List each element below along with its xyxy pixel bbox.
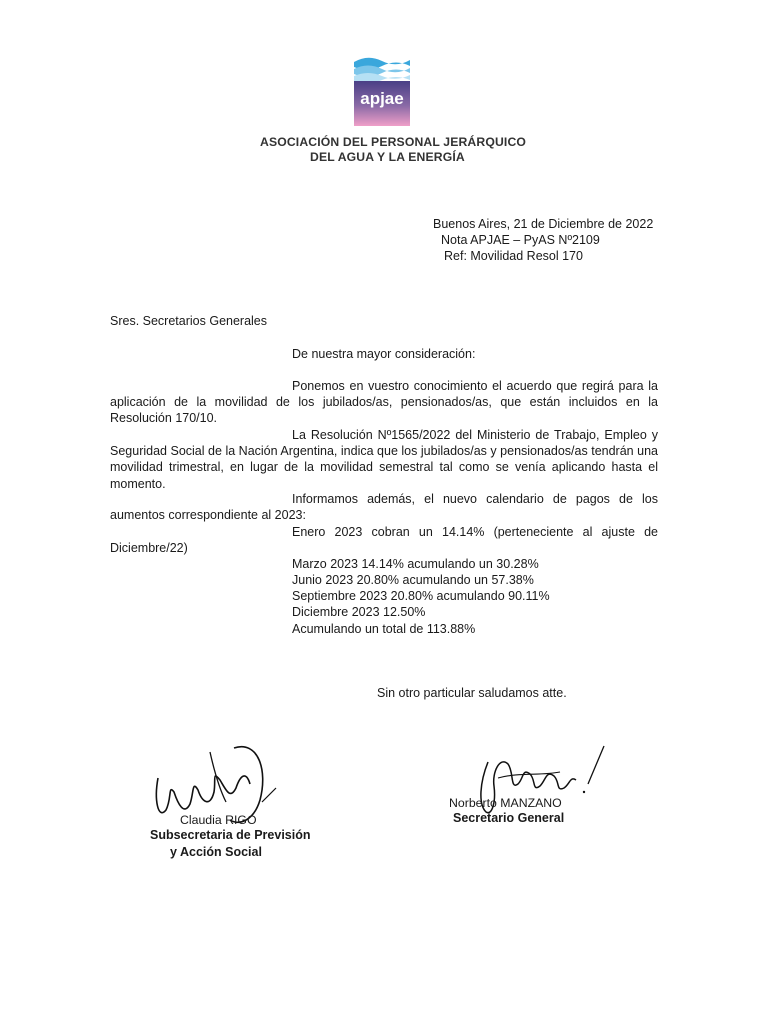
signer-right-name: Norberto MANZANO <box>449 796 562 810</box>
signer-right-title: Secretario General <box>453 811 565 825</box>
schedule-item: Marzo 2023 14.14% acumulando un 30.28% <box>292 557 539 571</box>
org-name-line2: DEL AGUA Y LA ENERGÍA <box>310 150 465 164</box>
signer-left-title-1: Subsecretaria de Previsión <box>150 828 311 842</box>
note-number: Nota APJAE – PyAS Nº2109 <box>441 233 600 247</box>
reference: Ref: Movilidad Resol 170 <box>444 249 583 263</box>
paragraph-4: Enero 2023 cobran un 14.14% (perteneciente al ajuste de Diciembre/22) <box>110 525 658 556</box>
signer-left-name: Claudia RIGO <box>180 813 257 827</box>
signer-left-title-2: y Acción Social <box>170 845 262 859</box>
paragraph-1: Ponemos en vuestro conocimiento el acuerdo que regirá para la aplicación de la movilidad de los jubilados/as, pensionados/as, que están incluidos en la Resolución 170/10. <box>110 379 658 426</box>
place-date: Buenos Aires, 21 de Diciembre de 2022 <box>433 217 654 231</box>
greeting: De nuestra mayor consideración: <box>292 347 476 361</box>
org-name-line1: ASOCIACIÓN DEL PERSONAL JERÁRQUICO <box>260 135 527 149</box>
apjae-logo <box>352 54 410 126</box>
closing: Sin otro particular saludamos atte. <box>377 686 567 700</box>
schedule-item: Septiembre 2023 20.80% acumulando 90.11% <box>292 589 550 603</box>
logo-text: apjae <box>360 89 404 108</box>
schedule-item: Junio 2023 20.80% acumulando un 57.38% <box>292 573 534 587</box>
signature-right-handwriting <box>470 742 610 822</box>
schedule-total: Acumulando un total de 113.88% <box>292 622 476 636</box>
addressee: Sres. Secretarios Generales <box>110 314 268 328</box>
schedule-item: Diciembre 2023 12.50% <box>292 605 426 619</box>
paragraph-2: La Resolución Nº1565/2022 del Ministerio de Trabajo, Empleo y Seguridad Social de la Nación Argentina, indica que los jubilados/as y pensionados/as tendrán una movilidad trimestral, en lugar de la movilidad semestral tal como se venía aplicando hasta el momento. <box>110 428 658 491</box>
paragraph-3: Informamos además, el nuevo calendario de pagos de los aumentos correspondiente al 2023: <box>110 492 658 523</box>
